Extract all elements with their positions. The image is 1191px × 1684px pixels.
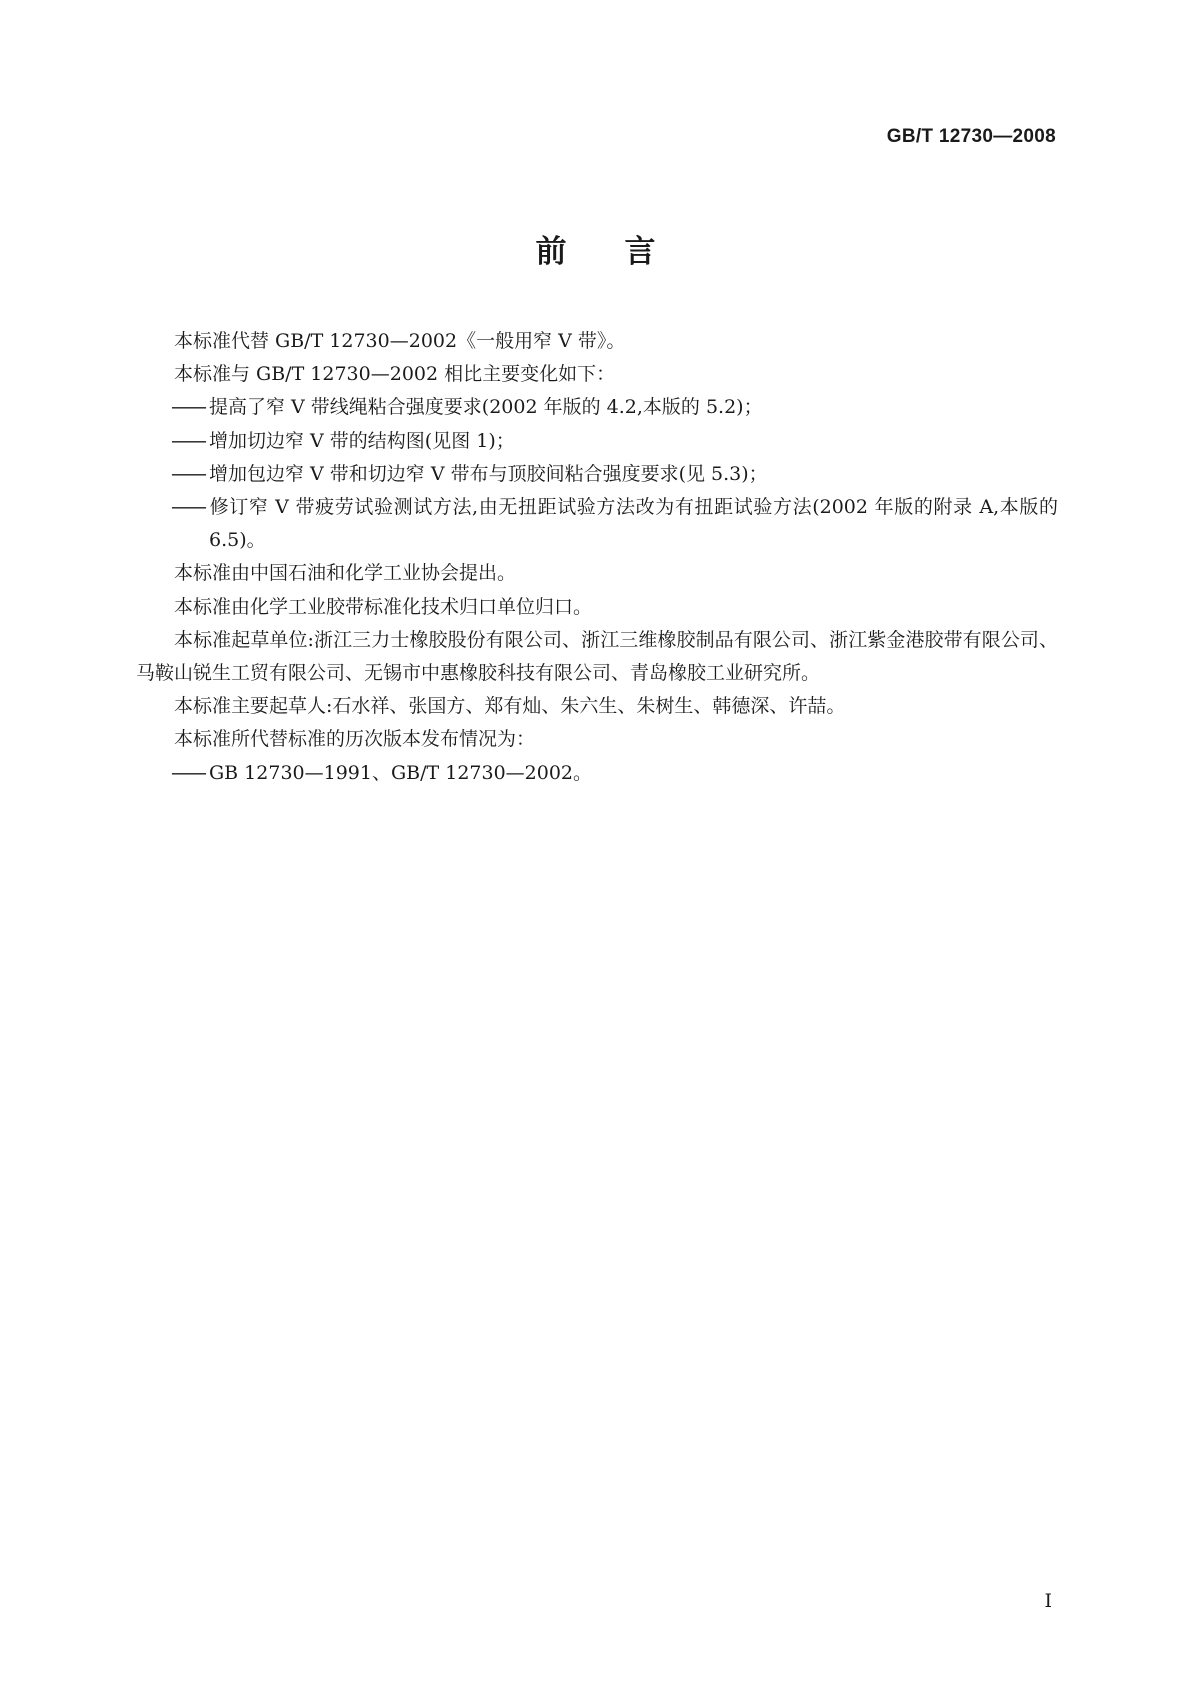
foreword-body: [136, 325, 1058, 790]
paragraph-history-intro: 本标准所代替标准的历次版本发布情况为：: [174, 728, 536, 751]
paragraph-proposer: 本标准由中国石油和化学工业协会提出。: [174, 562, 517, 585]
paragraph-drafters: 本标准主要起草人:石水祥、张国方、郑有灿、朱六生、朱树生、韩德深、许喆。: [174, 695, 846, 718]
paragraph-centralized-unit: 本标准由化学工业胶带标准化技术归口单位归口。: [174, 595, 593, 618]
change-item: [136, 491, 1058, 557]
history-item: [136, 757, 1058, 790]
history-item-text: GB 12730—1991、GB/T 12730—2002。: [209, 761, 593, 784]
change-item: [136, 425, 1058, 458]
page-title: 前言: [535, 234, 714, 270]
change-item: [136, 458, 1058, 491]
dash-marker: ——: [171, 462, 205, 485]
dash-marker: ——: [171, 761, 205, 784]
dash-marker: ——: [171, 429, 205, 452]
dash-marker: ——: [171, 496, 205, 519]
standard-code: GB/T 12730—2008: [886, 126, 1056, 147]
page-number: I: [1044, 1590, 1052, 1612]
dash-marker: ——: [171, 396, 205, 419]
paragraph-drafting-units: 本标准起草单位:浙江三力士橡胶股份有限公司、浙江三维橡胶制品有限公司、浙江紫金港胶带有限公司、马鞍山锐生工贸有限公司、无锡市中惠橡胶科技有限公司、青岛橡胶工业研究所。: [136, 628, 1058, 685]
paragraph-replaces: 本标准代替 GB/T 12730—2002《一般用窄 V 带》。: [174, 330, 626, 352]
paragraph-changes-intro: 本标准与 GB/T 12730—2002 相比主要变化如下：: [174, 363, 616, 386]
change-item-text: 提高了窄 V 带线绳粘合强度要求(2002 年版的 4.2,本版的 5.2)；: [209, 396, 763, 419]
change-item-text: 修订窄 V 带疲劳试验测试方法,由无扭距试验方法改为有扭距试验方法(2002 年版的附录 A,本版的 6.5)。: [209, 496, 1058, 552]
change-item-text: 增加切边窄 V 带的结构图(见图 1)；: [209, 429, 515, 452]
change-item-text: 增加包边窄 V 带和切边窄 V 带布与顶胶间粘合强度要求(见 5.3)；: [209, 462, 768, 485]
change-item: [136, 391, 1058, 424]
